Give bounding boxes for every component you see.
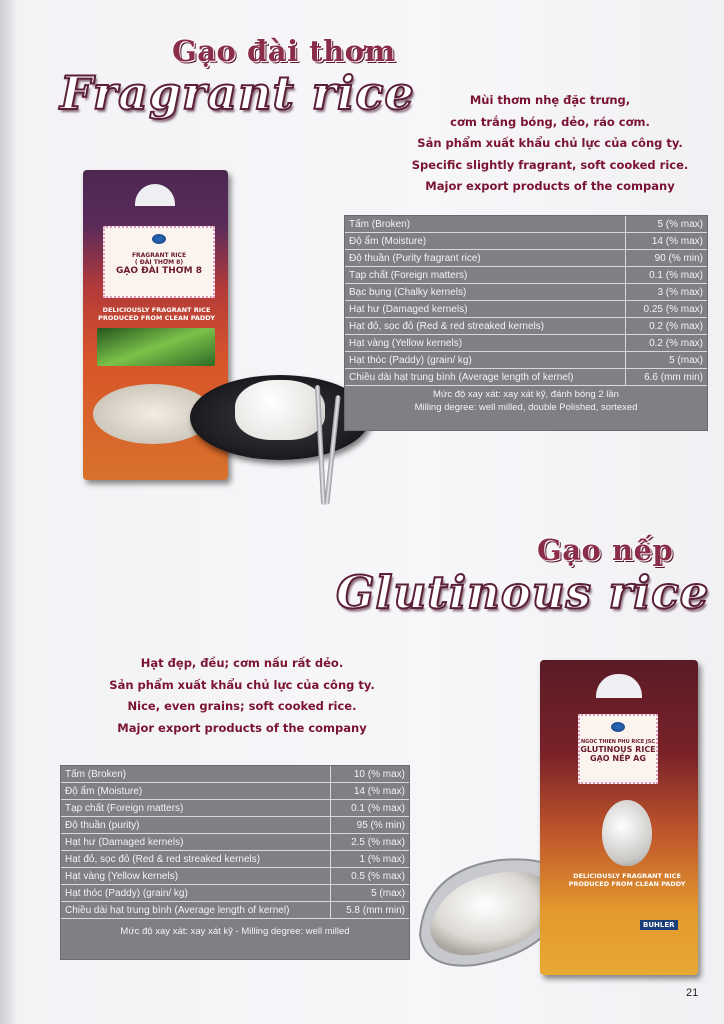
spec-value: 14 (% max): [331, 783, 409, 800]
spec-row: [61, 834, 409, 851]
spec-value: 6.6 (mm min): [625, 369, 707, 386]
desc-line: Specific slightly fragrant, soft cooked rice.: [411, 157, 689, 172]
bag-label: [103, 226, 215, 298]
milling-degree-note: [345, 386, 707, 414]
bag-slogan-line: PRODUCED FROM CLEAN PADDY: [98, 314, 215, 322]
spec-name: Hạt hư (Damaged kernels): [345, 301, 625, 318]
spec-name: Độ ẩm (Moisture): [61, 783, 331, 800]
company-logo-icon: [611, 722, 625, 732]
bag-label-line: FRAGRANT RICE: [131, 252, 187, 259]
rice-drop-image: [602, 800, 652, 866]
bag-slogan: [89, 306, 224, 322]
glutinous-rice-description: [92, 653, 392, 739]
spec-name: Tạp chất (Foreign matters): [61, 800, 331, 817]
desc-line: Major export products of the company: [425, 179, 675, 193]
spec-row: [345, 250, 707, 267]
glutinous-rice-vn-title: Gạo nếp: [537, 533, 674, 567]
spec-value: 2.5 (% max): [331, 834, 409, 851]
spec-name: Tấm (Broken): [61, 766, 331, 783]
bag-label-title: GLUTINOUS RICE: [580, 745, 656, 754]
desc-line: Hạt đẹp, đều; cơm nấu rất dẻo.: [140, 656, 344, 670]
bag-label: [578, 714, 658, 784]
fragrant-rice-vn-title: Gạo đài thơm: [172, 34, 396, 68]
bag-handle: [135, 184, 175, 206]
spec-value: 0.25 (% max): [625, 301, 707, 318]
spec-name: Chiều dài hạt trung bình (Average length of kernel): [61, 902, 331, 919]
spec-row: [345, 267, 707, 284]
spec-value: 0.2 (% max): [625, 335, 707, 352]
desc-line: Nice, even grains; soft cooked rice.: [127, 699, 357, 713]
bag-slogan-line: PRODUCED FROM CLEAN PADDY: [568, 880, 686, 888]
bag-brand: BUHLER: [640, 920, 678, 930]
spec-row: [61, 885, 409, 902]
desc-line: Major export products of the company: [117, 720, 367, 735]
milling-text: Mức độ xay xát: xay xát kỹ - Milling degree: well milled: [120, 926, 350, 937]
spec-row: [61, 817, 409, 834]
spec-value: 1 (% max): [331, 851, 409, 868]
spec-row: [61, 902, 409, 919]
spec-row: [61, 851, 409, 868]
spec-row: [345, 352, 707, 369]
spec-row: [345, 335, 707, 352]
rice-leaf-image: [97, 328, 215, 366]
spec-value: 0.1 (% max): [331, 800, 409, 817]
desc-line: Sản phẩm xuất khẩu chủ lực của công ty.: [109, 677, 375, 692]
spec-value: 90 (% min): [625, 250, 707, 267]
milling-en: Milling degree: well milled, double Polished, sortexed: [414, 401, 638, 413]
glutinous-rice-bag-image: [540, 660, 698, 975]
spec-name: Hạt thóc (Paddy) (grain/ kg): [61, 885, 331, 902]
spec-row: [61, 800, 409, 817]
spec-row: [345, 301, 707, 318]
spec-value: 3 (% max): [625, 284, 707, 301]
glutinous-rice-spec-table: [60, 765, 410, 960]
spec-row: [345, 369, 707, 386]
desc-line: Sản phẩm xuất khẩu chủ lực của công ty.: [417, 136, 683, 150]
spec-name: Hạt đỏ, sọc đỏ (Red & red streaked kernels): [345, 318, 625, 335]
spec-row: [61, 766, 409, 783]
spec-name: Hạt vàng (Yellow kernels): [61, 868, 331, 885]
glutinous-rice-en-title: Glutinous rice: [336, 566, 710, 619]
spec-value: 0.5 (% max): [331, 868, 409, 885]
spec-name: Tạp chất (Foreign matters): [345, 267, 625, 284]
spec-row: [345, 318, 707, 335]
fragrant-rice-en-title: Fragrant rice: [60, 66, 415, 120]
bag-label-line: NGOC THIEN PHU RICE JSC: [580, 739, 656, 745]
spec-row: [345, 284, 707, 301]
bag-slogan-line: DELICIOUSLY FRAGRANT RICE: [102, 306, 211, 314]
spec-value: 0.1 (% max): [625, 267, 707, 284]
spec-name: Chiều dài hạt trung bình (Average length of kernel): [345, 369, 625, 386]
spec-row: [61, 868, 409, 885]
fragrant-rice-spec-table: [344, 215, 708, 431]
milling-degree-note: [61, 919, 409, 939]
spec-name: Hạt hư (Damaged kernels): [61, 834, 331, 851]
company-logo-icon: [152, 234, 166, 244]
spec-value: 10 (% max): [331, 766, 409, 783]
bag-label-line: ( ĐÀI THƠM 8): [134, 259, 184, 266]
spec-value: 5 (% max): [625, 216, 707, 233]
bag-label-title: GẠO NẾP AG: [590, 754, 646, 763]
desc-line: cơm trắng bóng, dẻo, ráo cơm.: [450, 114, 650, 129]
spec-value: 14 (% max): [625, 233, 707, 250]
spec-value: 0.2 (% max): [625, 318, 707, 335]
spec-value: 5.8 (mm min): [331, 902, 409, 919]
bag-handle: [596, 674, 642, 698]
spec-value: 95 (% min): [331, 817, 409, 834]
page-number: 21: [686, 987, 699, 999]
spec-value: 5 (max): [331, 885, 409, 902]
spec-value: 5 (max): [625, 352, 707, 369]
bag-slogan-line: DELICIOUSLY FRAGRANT RICE: [573, 872, 681, 880]
desc-line: Mùi thơm nhẹ đặc trưng,: [469, 93, 631, 107]
spec-name: Bạc bụng (Chalky kernels): [345, 284, 625, 301]
fragrant-rice-description: [405, 90, 695, 198]
spec-name: Tấm (Broken): [345, 216, 625, 233]
cooked-rice-image: [235, 380, 325, 440]
spec-name: Độ thuần (purity): [61, 817, 331, 834]
spec-row: [345, 233, 707, 250]
spec-name: Độ ẩm (Moisture): [345, 233, 625, 250]
bag-label-title: GẠO ĐÀI THƠM 8: [115, 266, 202, 276]
spec-name: Hạt thóc (Paddy) (grain/ kg): [345, 352, 625, 369]
spec-row: [345, 216, 707, 233]
spec-row: [61, 783, 409, 800]
spec-name: Độ thuần (Purity fragrant rice): [345, 250, 625, 267]
spec-name: Hạt vàng (Yellow kernels): [345, 335, 625, 352]
spec-name: Hạt đỏ, sọc đỏ (Red & red streaked kernels): [61, 851, 331, 868]
bag-slogan: [562, 872, 692, 888]
milling-vn: Mức độ xay xát: xay xát kỹ, đánh bóng 2 lần: [433, 389, 619, 400]
